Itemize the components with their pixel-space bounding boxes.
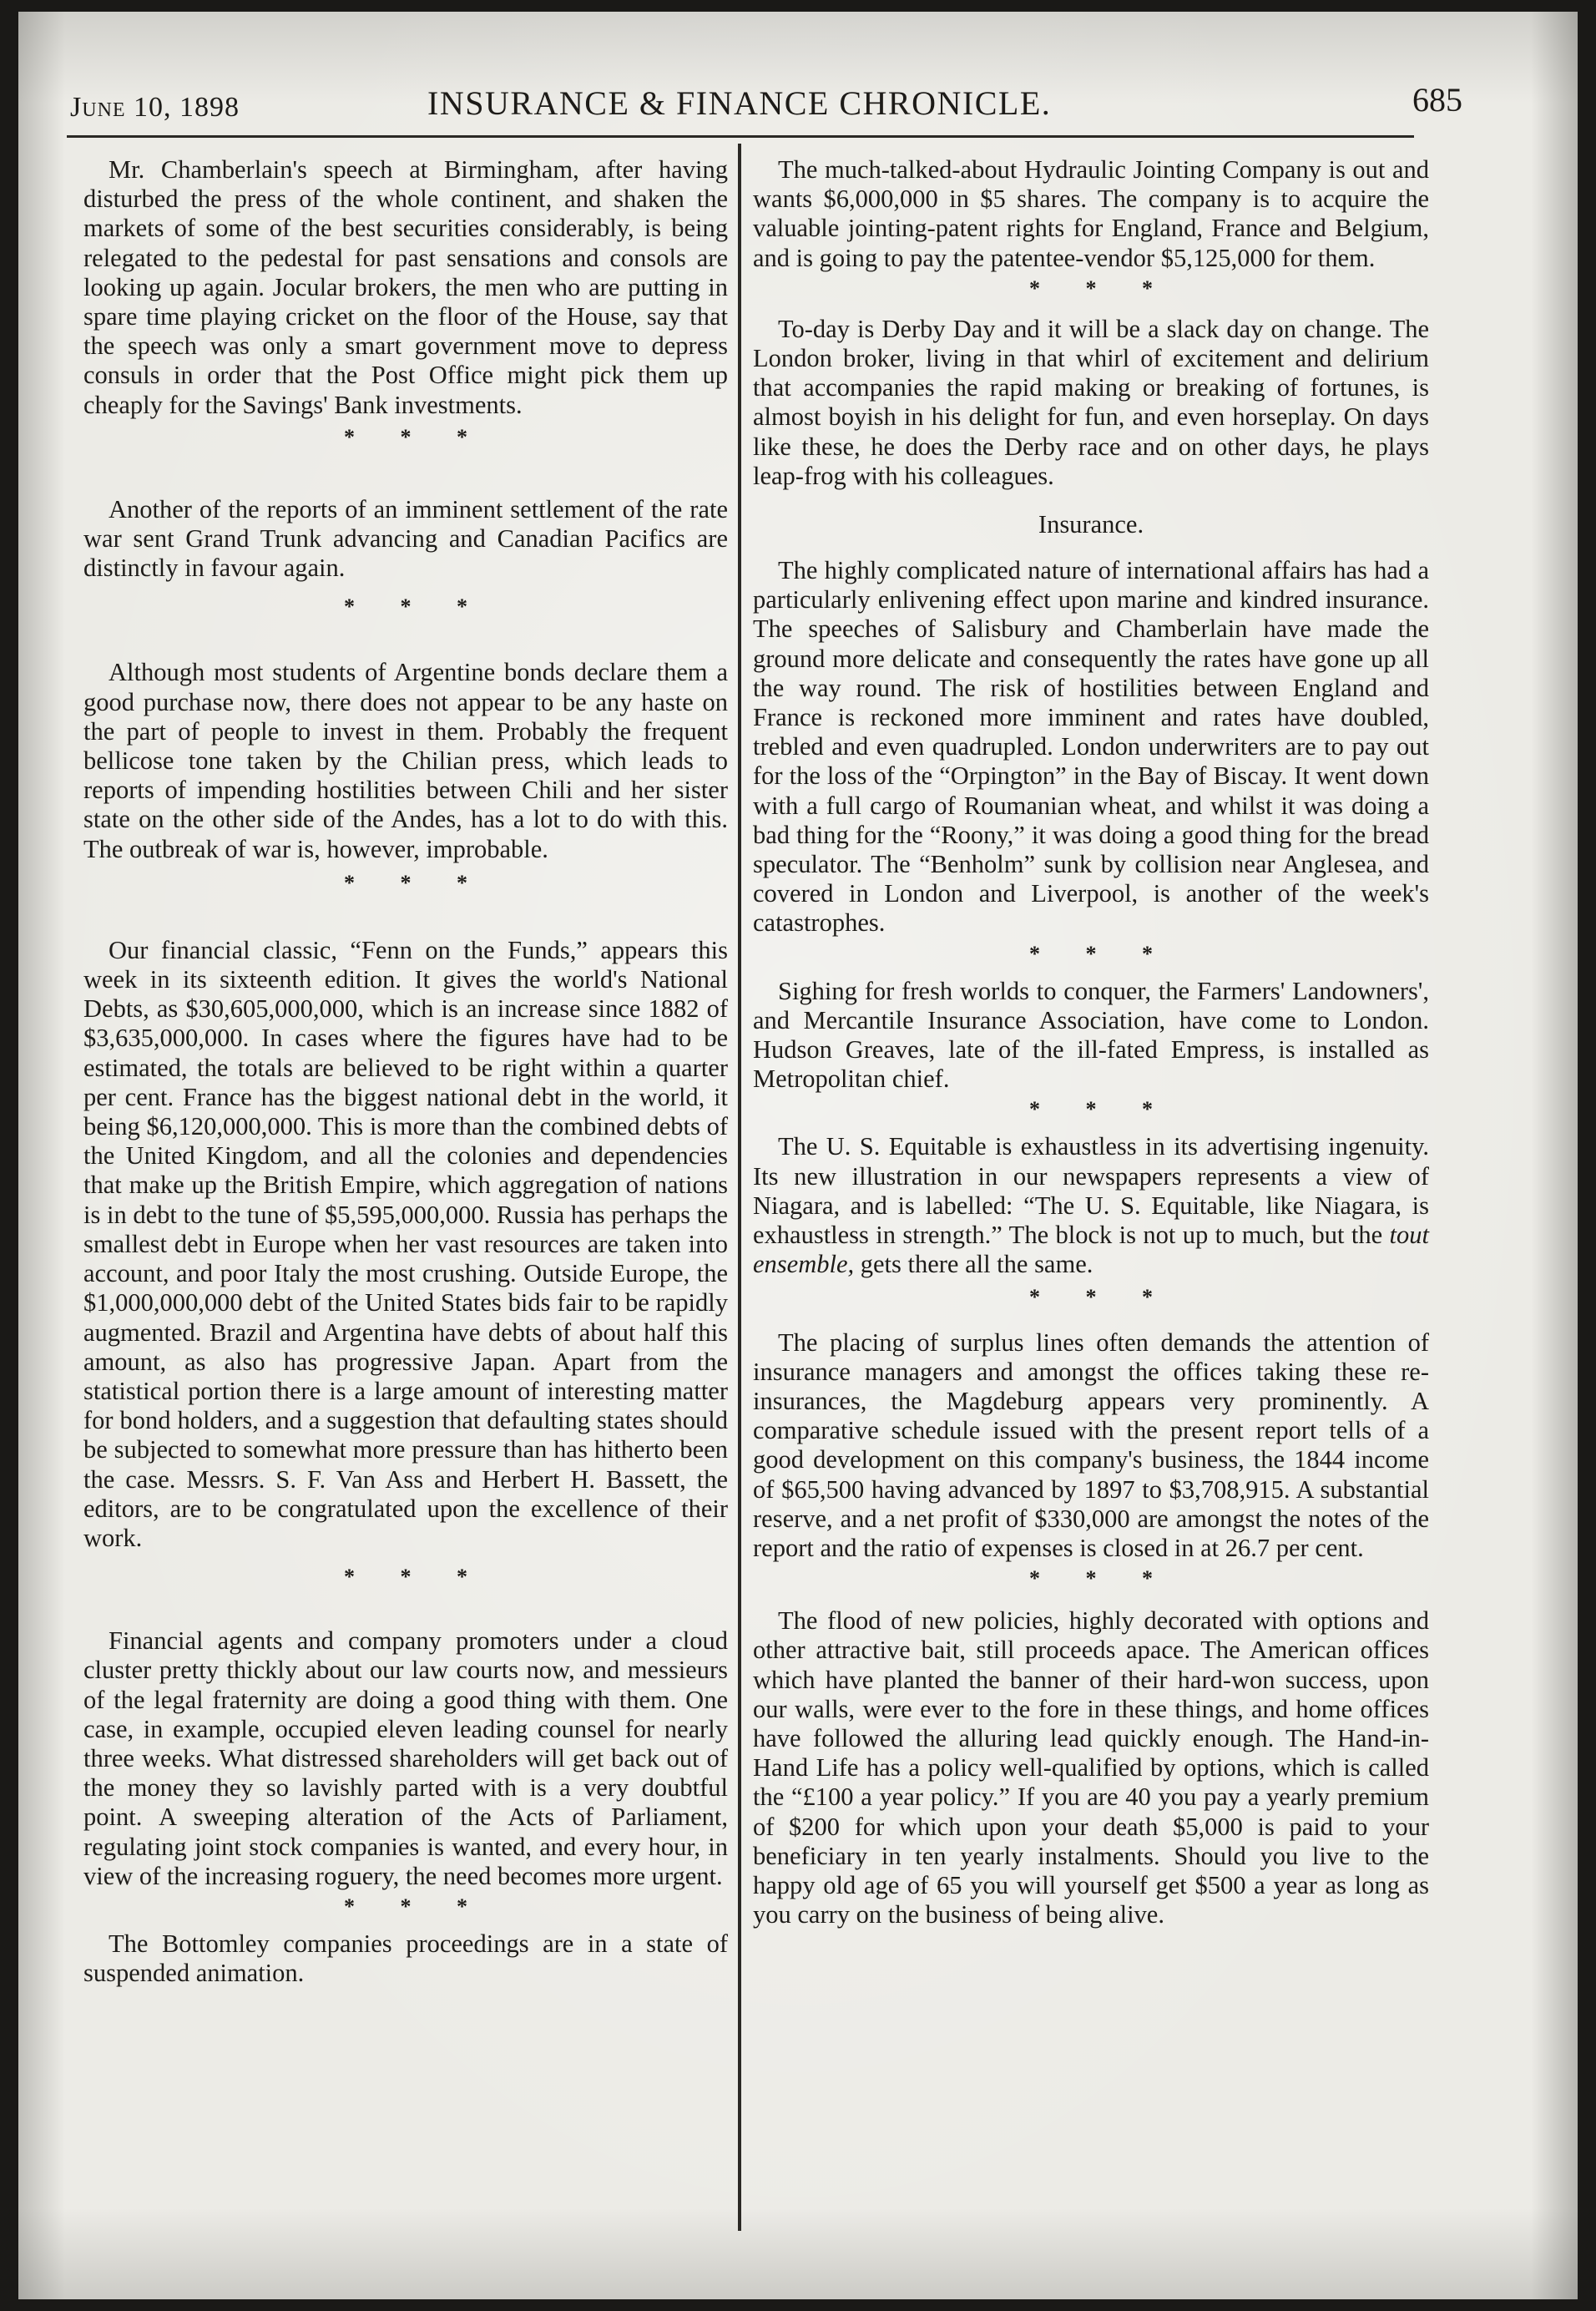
article-paragraph: Although most students of Argentine bonds declare them a good purchase now, there does not appear to be any haste on the part of people to invest in them. Probably the frequent bellicose tone taken by the Chilian press, which leads to reports of impending hostilities between Chili and her sister state on the other side of the Andes, has a lot to do with this. The outbreak of war is, however, improbable. xyxy=(83,658,728,863)
paragraph-text: The U. S. Equitable is exhaustless in its advertising ingenuity. Its new illustration in our newspapers represents a view of Niagara, and is labelled: “The U. S. Equitable, like Niagara, is exhaustless in strength.” The block is not up to much, but the xyxy=(753,1132,1429,1250)
section-separator: * * * xyxy=(344,1894,487,1919)
running-head xyxy=(60,80,1462,130)
article-paragraph: Our financial classic, “Fenn on the Funds,” appears this week in its sixteenth edition. It gives the world's National Debts, as $30,605,000,000, which is an increase since 1882 of $3,635,000,000. In cases where the figures have had to be estimated, the totals are believed to be right within a quarter per cent. France has the biggest national debt in the world, it being $6,120,000,000. This is more than the combined debts of the United Kingdom, and all the colonies and dependencies that make up the British Empire, which aggregation of nations is in debt to the tune of $5,595,000,000. Russia has perhaps the smallest debt in Europe when her vast resources are taken into account, and poor Italy the most crushing. Outside Europe, the $1,000,000,000 debt of the United States bids fair to be rapidly augmented. Brazil and Argentina have debts of about half this amount, as also has progressive Japan. Apart from the statistical portion there is a large amount of interesting matter for bond holders, and a suggestion that defaulting states should be subjected to somewhat more pressure than has hitherto been the case. Messrs. S. F. Van Ass and Herbert H. Bassett, the editors, are to be congratulated upon the excellence of their work. xyxy=(83,935,728,1552)
newspaper-page xyxy=(18,12,1578,2299)
section-separator: * * * xyxy=(1029,276,1173,301)
article-paragraph: Mr. Chamberlain's speech at Birmingham, after having disturbed the press of the whole continent, and shaken the markets of some of the best securities considerably, is being relegated to the pedestal for past sensations and consols are looking up again. Jocular brokers, the men who are putting in spare time playing cricket on the floor of the House, say that the speech was only a smart government move to depress consuls in order that the Post Office might pick them up cheaply for the Savings' Bank investments. xyxy=(83,155,728,419)
section-heading-insurance: Insurance. xyxy=(1038,510,1144,539)
issue-date: June 10, 1898 xyxy=(70,92,240,123)
section-separator: * * * xyxy=(344,1565,487,1590)
article-paragraph: To-day is Derby Day and it will be a slack day on change. The London broker, living in that whirl of excitement and delirium that accompanies the rapid making or breaking of fortunes, is almost boyish in his delight for fun, and even horseplay. On days like these, he does the Derby race and on other days, he plays leap-frog with his colleagues. xyxy=(753,314,1429,490)
article-paragraph: Sighing for fresh worlds to conquer, the Farmers' Landowners', and Mercantile Insurance Association, have come to London. Hudson Greaves, late of the ill-fated Empress, is installed as Metropolitan chief. xyxy=(753,976,1429,1094)
paragraph-text: gets there all the same. xyxy=(860,1250,1093,1279)
article-paragraph: The placing of surplus lines often demands the attention of insurance managers and amongst the offices taking these re-insurances, the Magdeburg appears very prominently. A comparative schedule issued with the present report tells of a good development on this company's business, the 1844 income of $65,500 having advanced by 1897 to $3,708,915. A substantial reserve, and a net profit of $330,000 are amongst the notes of the report and the ratio of expenses is closed in at 26.7 per cent. xyxy=(753,1327,1429,1562)
section-separator: * * * xyxy=(1029,941,1173,966)
right-column xyxy=(753,155,1429,1929)
section-separator: * * * xyxy=(1029,1284,1173,1309)
article-paragraph: The Bottomley companies proceedings are in a state of suspended animation. xyxy=(83,1929,728,1988)
left-column xyxy=(83,155,728,1988)
article-paragraph: The much-talked-about Hydraulic Jointing Company is out and wants $6,000,000 in $5 shares. The company is to acquire the valuable jointing-patent rights for England, France and Belgium, and is going to pay the patentee-vendor $5,125,000 for them. xyxy=(753,155,1429,272)
header-rule xyxy=(67,135,1414,138)
article-paragraph: Financial agents and company promoters under a cloud cluster pretty thickly about our law courts now, and messieurs of the legal fraternity are doing a good thing with them. One case, in example, occupied eleven leading counsel for nearly three weeks. What distressed shareholders will get back out of the money they so lavishly parted with is a very doubtful point. A sweeping alteration of the Acts of Parliament, regulating joint stock companies is wanted, and every hour, in view of the increasing roguery, the need becomes more urgent. xyxy=(83,1626,728,1890)
article-paragraph: The highly complicated nature of international affairs has had a particularly enlivening effect upon marine and kindred insurance. The speeches of Salisbury and Chamberlain have made the ground more delicate and consequently the rates have gone up all the way round. The risk of hostilities between England and France is reckoned more imminent and rates have doubled, trebled and even quadrupled. London underwriters are to pay out for the loss of the “Orpington” in the Bay of Biscay. It went down with a full cargo of Roumanian wheat, and whilst it was doing a bad thing for the “Roony,” it was doing a good thing for the bread speculator. The “Benholm” sunk by collision near Anglesea, and covered in London and Liverpool, is another of the week's catastrophes. xyxy=(753,556,1429,938)
italic-phrase: tout ensemble, xyxy=(753,1221,1429,1279)
article-paragraph: The flood of new policies, highly decorated with options and other attractive bait, still proceeds apace. The American offices which have planted the banner of their hard-won success, upon our walls, were ever to the fore in these things, and home offices have followed the alluring lead quickly enough. The Hand-in-Hand Life has a policy well-qualified by options, which is called the “£100 a year policy.” If you are 40 you pay a yearly premium of $200 for which upon your death $5,000 is paid to your beneficiary in ten yearly instalments. Should you live to the happy old age of 65 you will yourself get $500 a year as long as you carry on the business of being alive. xyxy=(753,1606,1429,1929)
column-rule xyxy=(738,144,741,2231)
article-paragraph xyxy=(753,1132,1429,1279)
section-separator: * * * xyxy=(1029,1566,1173,1591)
publication-title: INSURANCE & FINANCE CHRONICLE. xyxy=(427,84,1052,122)
section-separator: * * * xyxy=(1029,1097,1173,1122)
section-separator: * * * xyxy=(344,870,487,895)
section-separator: * * * xyxy=(344,594,487,619)
page-number: 685 xyxy=(1412,81,1462,119)
article-paragraph: Another of the reports of an imminent settlement of the rate war sent Grand Trunk advancing and Canadian Pacifics are distinctly in favour again. xyxy=(83,494,728,583)
section-separator: * * * xyxy=(344,424,487,449)
